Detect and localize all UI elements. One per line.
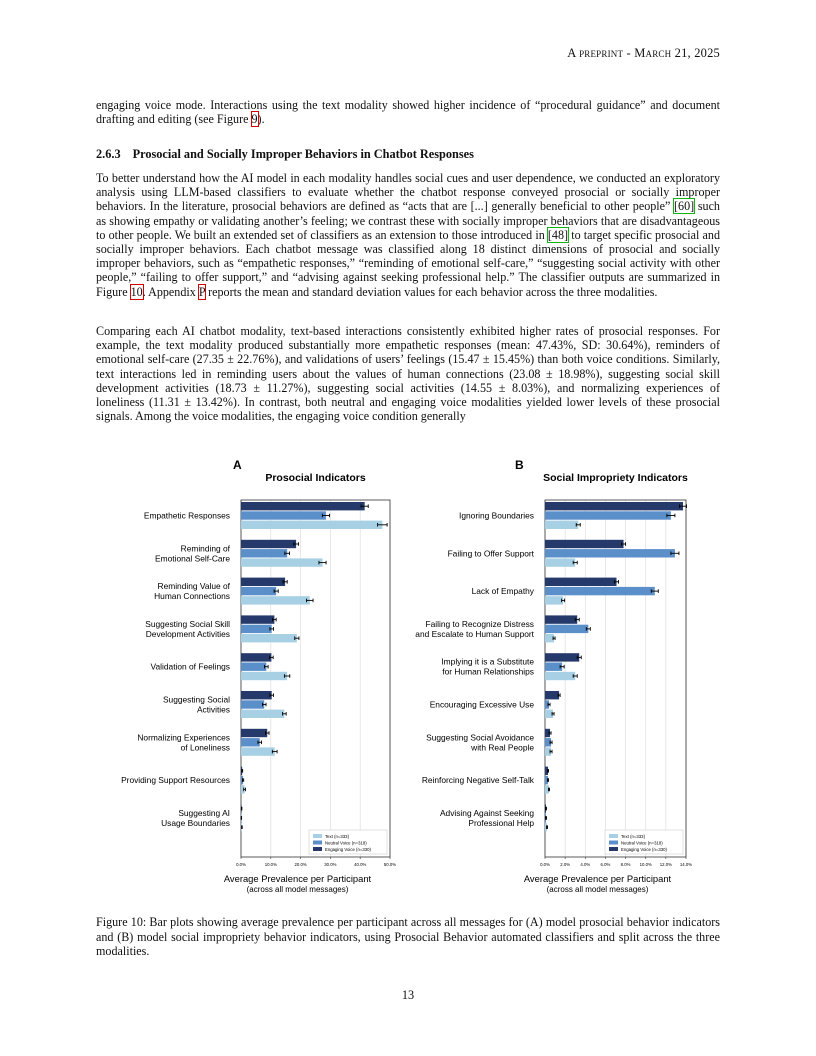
x-tick-label: 0.0% xyxy=(540,862,550,867)
paragraph-text: To better understand how the AI model in each modality handles social cues and user dependence, we conducted an exploratory analysis using LLM-based classifiers to evaluate whether the chatbot response conveyed prosocial or socially improper behaviors. In the literature, prosocial behaviors are defined as “acts that are [...] generally beneficial to other people” xyxy=(96,171,720,214)
category-label: Reminding Value of xyxy=(157,581,230,592)
chart-title: Social Impropriety Indicators xyxy=(543,472,688,484)
section-number: 2.6.3 xyxy=(96,147,121,161)
header-date: March 21, 2025 xyxy=(634,46,720,60)
section-heading xyxy=(96,147,474,162)
panel-letter: A xyxy=(233,458,242,472)
category-label: Development Activities xyxy=(145,628,230,639)
caption-label: Figure 10: xyxy=(96,915,147,929)
x-tick-label: 20.0% xyxy=(294,862,307,867)
bar xyxy=(241,634,297,642)
x-axis-label: Average Prevalence per Participant xyxy=(523,873,672,884)
bar xyxy=(241,615,274,623)
x-tick-label: 50.0% xyxy=(383,862,397,867)
figure-9-link[interactable]: 9 xyxy=(251,112,258,127)
bar xyxy=(241,691,272,699)
paragraph-intro xyxy=(96,98,720,126)
category-label: Providing Support Resources xyxy=(121,775,230,786)
bar xyxy=(241,625,272,633)
x-tick-label: 4.0% xyxy=(580,862,591,867)
bar xyxy=(241,738,260,746)
preprint-label: A preprint xyxy=(567,46,624,60)
x-tick-label: 10.0% xyxy=(639,862,652,867)
category-label: Activities xyxy=(196,704,230,715)
legend-label: Text (n=333) xyxy=(325,833,350,839)
category-label: of Loneliness xyxy=(180,742,230,753)
paragraph-text: to target specific prosocial and socially improper behaviors. Each chatbot message was classified along 18 distinct dimensions of prosocial and socially improper behaviors, such as “empathetic responses,” “reminding of emotional self-care,” “suggesting social activity with other people,” “failing to offer support,” and “advising against seeking professional help.” The classifier outputs are summarized in Figure xyxy=(96,227,720,299)
category-label: Normalizing Experiences xyxy=(137,732,230,743)
appendix-p-link[interactable]: P xyxy=(198,284,206,299)
legend-label: Neutral Voice (n=318) xyxy=(325,840,367,846)
legend-swatch xyxy=(609,847,618,851)
chart-title: Prosocial Indicators xyxy=(265,472,366,484)
bar xyxy=(545,502,683,510)
category-label: Reminding of xyxy=(180,543,230,554)
paragraph-text: engaging voice mode. Interactions using the text modality showed higher incidence of “procedural guidance” and document drafting and editing (see Figure xyxy=(96,98,720,127)
paragraph-text: . Appendix xyxy=(142,284,199,299)
bar xyxy=(241,511,326,519)
bar xyxy=(241,521,382,529)
x-tick-label: 6.0% xyxy=(600,862,611,867)
legend-swatch xyxy=(609,834,618,838)
x-tick-label: 30.0% xyxy=(324,862,337,867)
category-label: Suggesting Social Avoidance xyxy=(426,732,534,743)
category-label: Advising Against Seeking xyxy=(439,807,534,818)
page-number: 13 xyxy=(401,988,415,1002)
bar xyxy=(545,653,579,661)
legend-swatch xyxy=(313,847,322,851)
category-label: Usage Boundaries xyxy=(161,817,230,828)
figure-10 xyxy=(96,452,720,904)
figure-10-plots xyxy=(96,452,720,904)
bar xyxy=(545,587,655,595)
paragraph-text: ). xyxy=(257,112,265,127)
category-label: Professional Help xyxy=(468,817,534,828)
category-label: Failing to Recognize Distress xyxy=(425,618,534,629)
bar xyxy=(241,747,275,755)
bar xyxy=(241,729,267,737)
legend-swatch xyxy=(313,841,322,845)
category-label: Implying it is a Substitute xyxy=(441,656,534,667)
bar xyxy=(241,596,310,604)
section-title: Prosocial and Socially Improper Behaviors in Chatbot Responses xyxy=(132,147,474,161)
category-label: Suggesting Social xyxy=(162,694,230,705)
legend-label: Text (n=333) xyxy=(621,833,646,839)
bar xyxy=(545,596,563,604)
bar xyxy=(241,700,264,708)
bar xyxy=(545,625,588,633)
category-label: with Real People xyxy=(471,742,534,753)
bar xyxy=(545,578,617,586)
x-axis-sublabel: (across all model messages) xyxy=(246,885,349,894)
bar xyxy=(545,511,671,519)
x-axis-sublabel: (across all model messages) xyxy=(546,885,649,894)
paragraph-text: reports the mean and standard deviation values for each behavior across the three modalities. xyxy=(205,284,658,299)
x-tick-label: 10.0% xyxy=(264,862,277,867)
bar xyxy=(545,615,577,623)
paragraph-method xyxy=(96,171,720,299)
category-label: Suggesting Social Skill xyxy=(145,618,230,629)
legend-swatch xyxy=(609,841,618,845)
citation-60-link[interactable]: [60] xyxy=(674,199,695,214)
category-label: Emotional Self-Care xyxy=(155,553,230,564)
bar xyxy=(241,502,365,510)
bar xyxy=(545,521,578,529)
x-tick-label: 8.0% xyxy=(620,862,631,867)
figure-10-link[interactable]: 10 xyxy=(130,284,143,299)
bar xyxy=(545,691,559,699)
citation-48-link[interactable]: [48] xyxy=(547,227,569,242)
paragraph-text: such as showing empathy or validating another’s feeling; we contrast these with socially improper behaviors that are disadvantageous to other people. We built an extended set of classifiers as an extension to those introduced in xyxy=(96,199,720,242)
header-separator: - xyxy=(623,46,635,60)
legend-label: Engaging Voice (n=330) xyxy=(325,846,371,852)
bar xyxy=(241,672,287,680)
category-label: and Escalate to Human Support xyxy=(415,628,534,639)
category-label: Empathetic Responses xyxy=(143,510,230,521)
bar xyxy=(545,663,562,671)
category-label: Lack of Empathy xyxy=(471,586,534,597)
category-label: Failing to Offer Support xyxy=(447,548,534,559)
x-tick-label: 12.0% xyxy=(659,862,672,867)
legend-label: Engaging Voice (n=330) xyxy=(621,846,667,852)
bar xyxy=(241,540,296,548)
x-axis-label: Average Prevalence per Participant xyxy=(223,873,372,884)
legend-swatch xyxy=(313,834,322,838)
running-header xyxy=(567,46,720,61)
legend-label: Neutral Voice (n=318) xyxy=(621,840,663,846)
x-tick-label: 14.0% xyxy=(679,862,693,867)
caption-text: Bar plots showing average prevalence per participant across all messages for (A) model prosocial behavior indicators and (B) model social impropriety behavior indicators, using Prosocial Behavior automated classifiers and split across the three modalities. xyxy=(96,915,720,959)
category-label: Validation of Feelings xyxy=(150,661,230,672)
bar xyxy=(241,558,323,566)
bar xyxy=(545,549,675,557)
bar xyxy=(545,672,575,680)
category-label: Encouraging Excessive Use xyxy=(429,699,534,710)
paragraph-results: Comparing each AI chatbot modality, text-based interactions consistently exhibited higher rates of prosocial responses. For example, the text modality produced substantially more empathetic responses (mean: 47.43%, SD: 30.64%), reminders of emotional self-care (27.35 ± 22.76%), and validations of users’ feelings (15.47 ± 15.45%) than both voice conditions. Similarly, text interactions led in reminding users about the values of human connections (23.08 ± 18.98%), suggesting social skill development activities (18.73 ± 11.27%), suggesting social activities (14.55 ± 8.03%), and normalizing experiences of loneliness (11.31 ± 13.42%). In contrast, both neutral and engaging voice modalities yielded lower levels of these prosocial signals. Among the voice modalities, the engaging voice condition generally xyxy=(96,324,720,424)
category-label: Ignoring Boundaries xyxy=(459,510,534,521)
panel-letter: B xyxy=(515,458,524,472)
bar xyxy=(545,540,624,548)
bar xyxy=(241,549,287,557)
bar xyxy=(241,587,276,595)
bar xyxy=(241,578,285,586)
x-tick-label: 2.0% xyxy=(560,862,571,867)
bar xyxy=(545,558,575,566)
x-tick-label: 40.0% xyxy=(354,862,367,867)
category-label: Human Connections xyxy=(154,591,230,602)
x-tick-label: 0.0% xyxy=(236,862,246,867)
bar xyxy=(241,653,271,661)
category-label: Reinforcing Negative Self-Talk xyxy=(421,775,534,786)
figure-caption xyxy=(96,915,720,959)
category-label: Suggesting AI xyxy=(178,807,230,818)
category-label: for Human Relationships xyxy=(442,666,534,677)
bar xyxy=(241,663,266,671)
bar xyxy=(241,710,284,718)
